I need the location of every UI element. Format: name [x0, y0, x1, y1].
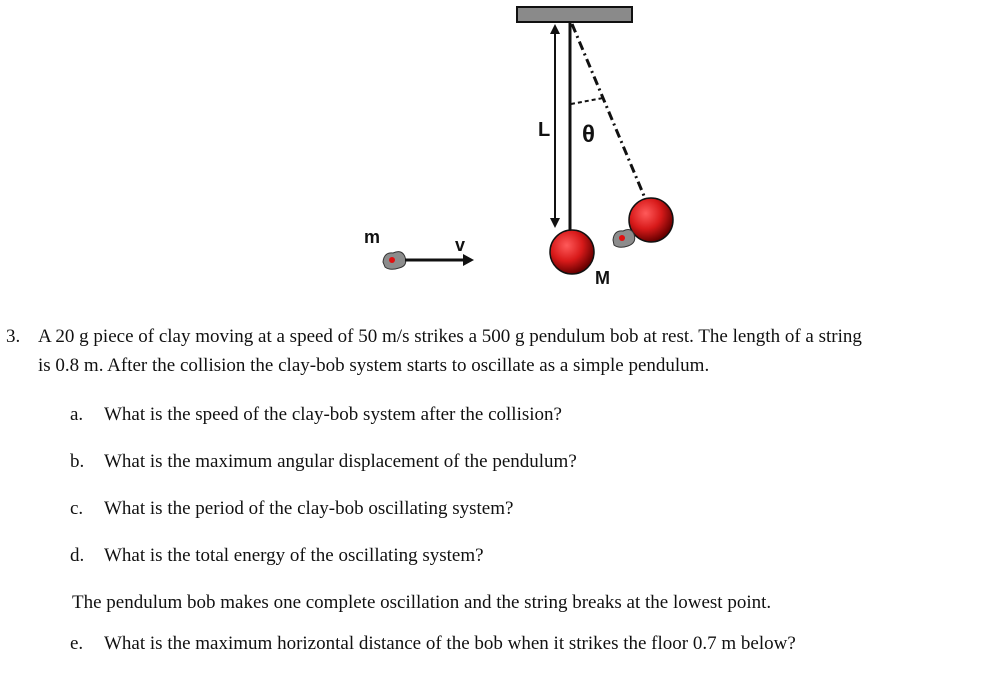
question-text: What is the period of the clay-bob oscillating system? — [104, 498, 514, 519]
label-velocity: v — [455, 235, 466, 255]
question-d — [0, 541, 1002, 570]
question-e — [0, 629, 1002, 658]
question-text: What is the speed of the clay-bob system after the collision? — [104, 404, 562, 425]
question-c — [0, 494, 1002, 523]
question-b — [0, 447, 1002, 476]
question-a — [0, 400, 1002, 429]
clay-on-bob — [613, 230, 635, 248]
question-text: What is the maximum horizontal distance of the bob when it strikes the floor 0.7 m below? — [104, 633, 796, 654]
length-arrow-head-bottom — [550, 218, 560, 228]
problem-text-line-1: A 20 g piece of clay moving at a speed of 50 m/s strikes a 500 g pendulum bob at rest. The length of a string — [38, 326, 862, 347]
length-arrow-head-top — [550, 24, 560, 34]
velocity-arrow-head — [463, 254, 474, 266]
label-big-mass: M — [595, 268, 610, 288]
label-theta: θ — [582, 121, 595, 148]
label-small-mass: m — [364, 227, 381, 247]
theta-arc — [571, 98, 603, 104]
problem-number: 3. — [6, 326, 21, 347]
question-letter: e. — [70, 633, 84, 654]
question-letter: c. — [70, 498, 84, 519]
clay-projectile — [383, 252, 406, 270]
pendulum-bob-rest — [550, 230, 594, 274]
problem-statement — [0, 322, 1002, 380]
pendulum-string-displaced — [572, 24, 647, 203]
question-text: What is the maximum angular displacement of the pendulum? — [104, 451, 577, 472]
problem-text-area — [0, 322, 1002, 676]
ceiling-support — [517, 7, 632, 22]
question-letter: a. — [70, 404, 84, 425]
question-list — [0, 400, 1002, 658]
label-length: L — [538, 119, 551, 141]
problem-note: The pendulum bob makes one complete oscillation and the string breaks at the lowest point. — [72, 592, 772, 613]
problem-text-line-2: is 0.8 m. After the collision the clay-bob system starts to oscillate as a simple pendulum. — [38, 355, 710, 376]
pendulum-diagram — [0, 0, 1002, 300]
question-letter: d. — [70, 545, 85, 566]
question-letter: b. — [70, 451, 85, 472]
pendulum-bob-displaced — [629, 198, 673, 242]
question-text: What is the total energy of the oscillating system? — [104, 545, 484, 566]
